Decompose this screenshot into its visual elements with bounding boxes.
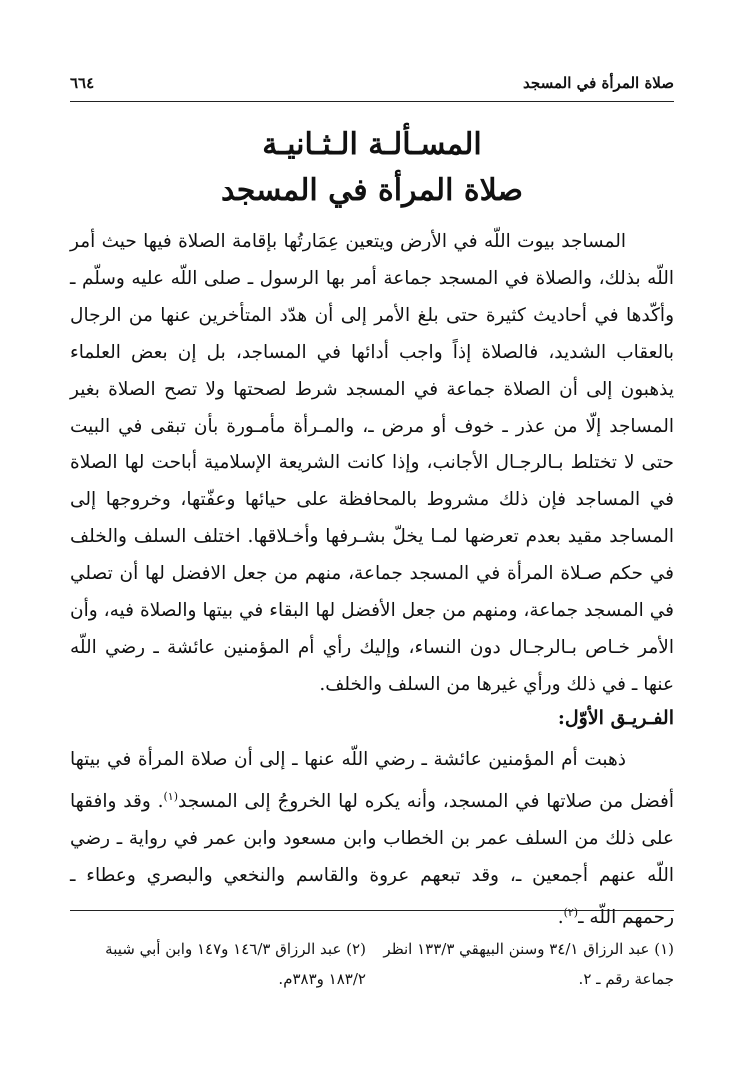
section-titles bbox=[70, 122, 674, 214]
running-title: صلاة المرأة في المسجد bbox=[523, 74, 674, 92]
footnote-ref-1[interactable]: (١) bbox=[163, 789, 178, 803]
first-group-text bbox=[70, 742, 674, 937]
paragraph-first-group bbox=[70, 742, 674, 937]
intro-text bbox=[70, 224, 674, 704]
footnote-rule bbox=[70, 910, 674, 911]
paragraph-part-1: ذهبت أم المؤمنين عائشة ـ رضي اللّه عنها ـ إلى أن صلاة المرأة في بيتها أفضل من صلاتها في المسجد، وأنه يكره لها الخروجُ إلى المسجد bbox=[70, 749, 675, 813]
paragraph-part-2: . وقد وافقها على ذلك من السلف عمر بن الخطاب وابن مسعود وابن عمر في رواية ـ رضي اللّه عنهم أجمعين ـ، وقد تبعهم عروة والقاسم والنخعي والبصري وعطاء ـ رحمهم اللّه ـ bbox=[70, 791, 674, 928]
footnote-ref-2[interactable]: (٢) bbox=[563, 905, 579, 919]
section-title: المسـألـة الـثـانيـة bbox=[262, 127, 482, 162]
footnotes bbox=[70, 934, 674, 994]
section-subtitle: صلاة المرأة في المسجد bbox=[221, 173, 523, 208]
paragraph-intro: المساجد بيوت اللّه في الأرض ويتعين عِمَارتُها بإقامة الصلاة فيها حيث أمر اللّه بذلك، والصلاة في المسجد جماعة أمر بها الرسول ـ صلى اللّه عليه وسلّم ـ وأكّدها في أحاديث كثيرة حتى بلغ الأمر إلى أن هدّد المتأخرين عنها من الرجال بالعقاب الشديد، فالصلاة إذاً واجب أدائها في المساجد، بل إن بعض العلماء يذهبون إلى أن الصلاة جماعة في المسجد شرط لصحتها ولا تصح الصلاة بغير المساجد إلّا من عذر ـ خوف أو مرض ـ، والمـرأة مأمـورة بأن تبقى في البيت حتى لا تختلط بـالرجـال الأجانب، وإذا كانت الشريعة الإسلامية أباحت لها الصلاة في المساجد فإن ذلك مشروط بالمحافظة على حيائها وعفّتها، وخروجها إلى المساجد مقيد بعدم تعرضها لمـا يخلّ بشـرفها وأخـلاقها. اختلف السلف والخلف في حكم صـلاة المرأة في المسجد جماعة، منهم من جعل الافضل لها أن تصلي في المسجد جماعة، ومنهم من جعل الأفضل لها البقاء في بيتها والصلاة فيه، وأن الأمر خـاص بـالرجـال دون النساء، وإليك رأي أم المؤمنين عائشة ـ رضي اللّه عنها ـ في ذلك ورأي غيرها من السلف والخلف. bbox=[70, 231, 674, 695]
footnote-2: (٢) عبد الرزاق ١٤٦/٣ و١٤٧ وابن أبي شيبة ١٨٣/٢ و٣٨٣م. bbox=[105, 940, 366, 988]
paragraph-end: . bbox=[557, 906, 564, 928]
subheading-first-group: الفـريـق الأوّل: bbox=[557, 707, 674, 729]
footnote-1: (١) عبد الرزاق ٣٤/١ وسنن البيهقي ١٣٣/٣ انظر جماعة رقم ـ ٢. bbox=[383, 940, 674, 988]
header-rule bbox=[70, 101, 674, 102]
running-head bbox=[70, 66, 674, 100]
page-number: ٦٦٤ bbox=[70, 74, 95, 92]
